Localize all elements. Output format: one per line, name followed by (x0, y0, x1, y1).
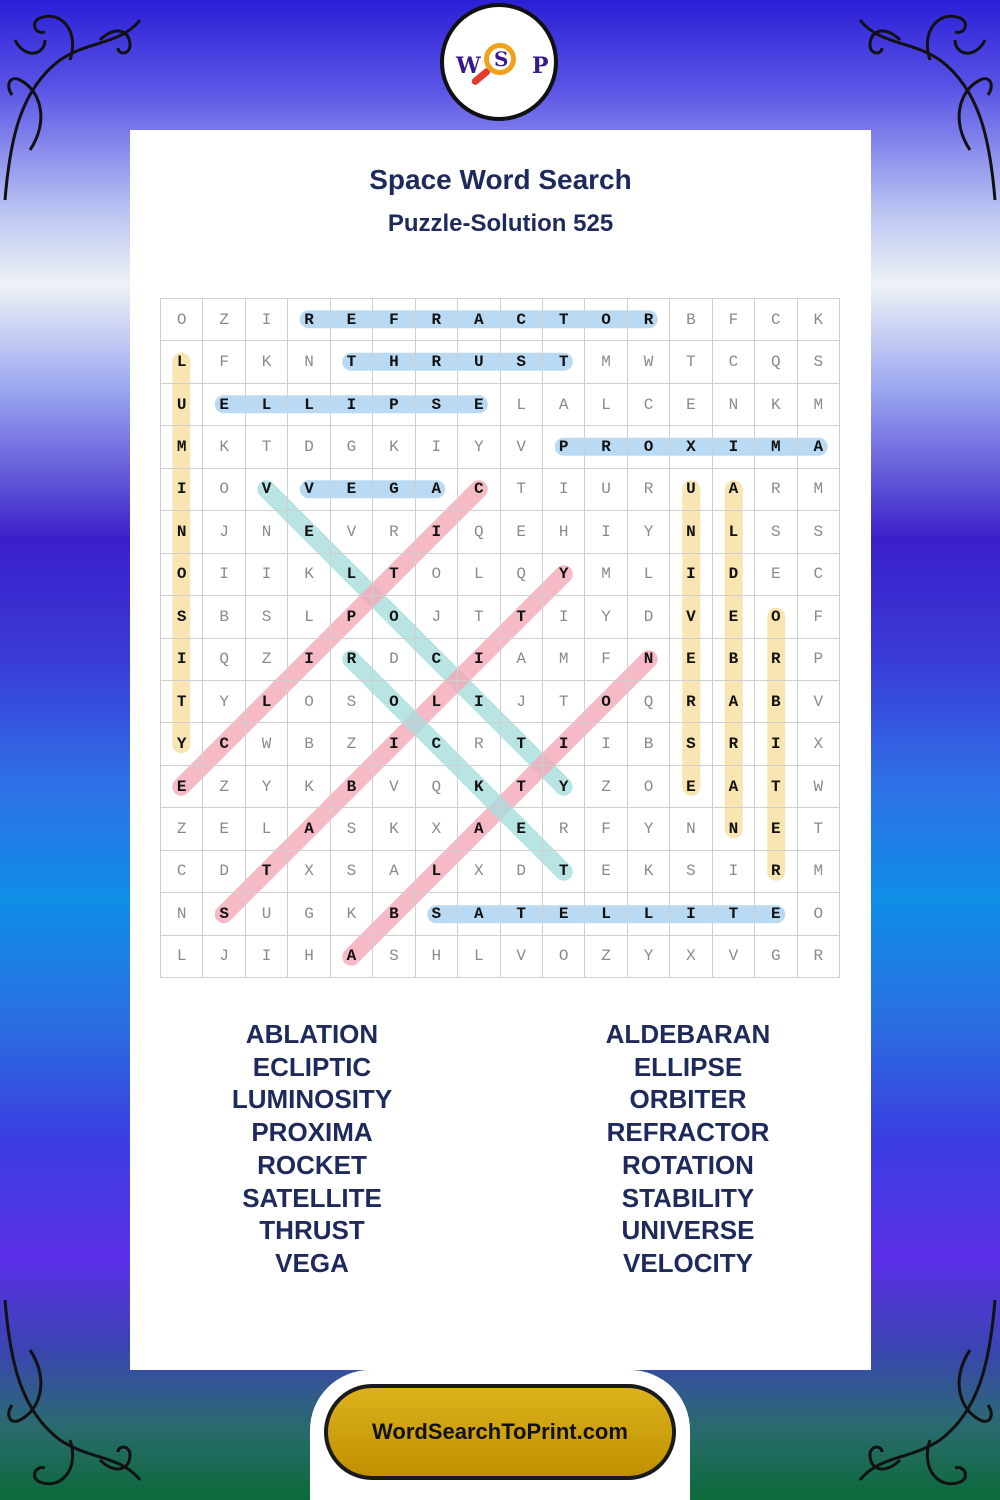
site-name[interactable]: WordSearchToPrint.com (372, 1419, 628, 1444)
word-list-item: ORBITER (629, 1084, 747, 1115)
word-search-grid (160, 298, 840, 978)
grid-cell: D (288, 426, 330, 468)
grid-cell: I (458, 639, 500, 681)
grid-cell: O (161, 554, 203, 596)
grid-cell: V (670, 596, 712, 638)
word-list-item: PROXIMA (251, 1117, 373, 1148)
grid-cell: R (416, 341, 458, 383)
grid-cell: B (203, 596, 245, 638)
grid-cell: E (458, 384, 500, 426)
grid-cell: E (670, 384, 712, 426)
grid-cell: M (755, 426, 797, 468)
grid-cell: R (755, 639, 797, 681)
logo-letter-s: S (494, 47, 509, 71)
grid-cell: X (288, 851, 330, 893)
grid-cell: R (755, 851, 797, 893)
word-list-item: ROTATION (622, 1149, 754, 1180)
grid-cell: X (670, 936, 712, 978)
grid-cell: S (246, 596, 288, 638)
grid-cell: G (288, 893, 330, 935)
grid-cell: A (288, 808, 330, 850)
word-list-right (538, 1018, 838, 1280)
grid-cell: G (373, 469, 415, 511)
grid-cell: L (458, 554, 500, 596)
grid-cell: N (670, 511, 712, 553)
letter-grid (160, 298, 840, 978)
grid-cell: C (798, 554, 840, 596)
grid-cell: T (161, 681, 203, 723)
grid-cell: V (501, 936, 543, 978)
grid-cell: O (416, 554, 458, 596)
ornament-top-left (0, 0, 150, 210)
grid-cell: O (203, 469, 245, 511)
grid-cell: E (755, 554, 797, 596)
grid-cell: B (373, 893, 415, 935)
grid-cell: E (501, 808, 543, 850)
grid-cell: I (543, 723, 585, 765)
grid-cell: O (798, 893, 840, 935)
grid-cell: E (670, 766, 712, 808)
grid-cell: U (670, 469, 712, 511)
grid-cell: P (543, 426, 585, 468)
grid-cell: E (331, 299, 373, 341)
grid-cell: A (713, 469, 755, 511)
grid-cell: J (203, 936, 245, 978)
grid-cell: L (161, 936, 203, 978)
grid-cell: I (670, 893, 712, 935)
word-list-item: ABLATION (245, 1019, 379, 1049)
grid-cell: F (373, 299, 415, 341)
grid-cell: C (458, 469, 500, 511)
grid-cell: O (585, 681, 627, 723)
grid-cell: Q (416, 766, 458, 808)
grid-cell: Q (458, 511, 500, 553)
grid-cell: Y (543, 554, 585, 596)
grid-cell: E (755, 893, 797, 935)
grid-cell: R (755, 469, 797, 511)
grid-cell: C (713, 341, 755, 383)
grid-cell: C (161, 851, 203, 893)
grid-cell: S (331, 851, 373, 893)
grid-cell: F (798, 596, 840, 638)
grid-cell: H (416, 936, 458, 978)
word-list-item: VELOCITY (622, 1247, 753, 1278)
grid-cell: K (755, 384, 797, 426)
grid-cell: V (373, 766, 415, 808)
grid-cell: Z (161, 808, 203, 850)
grid-cell: L (585, 384, 627, 426)
grid-cell: L (416, 851, 458, 893)
grid-cell: T (543, 341, 585, 383)
grid-cell: L (288, 596, 330, 638)
word-list-item: STABILITY (621, 1182, 755, 1213)
grid-cell: V (246, 469, 288, 511)
grid-cell: O (161, 299, 203, 341)
grid-cell: Y (246, 766, 288, 808)
grid-cell: K (628, 851, 670, 893)
grid-cell: L (628, 893, 670, 935)
grid-cell: F (585, 808, 627, 850)
grid-cell: L (501, 384, 543, 426)
grid-cell: B (670, 299, 712, 341)
grid-cell: T (543, 681, 585, 723)
word-list-item: SATELLITE (242, 1182, 382, 1213)
grid-cell: I (246, 554, 288, 596)
grid-cell: D (713, 554, 755, 596)
grid-cell: F (203, 341, 245, 383)
grid-cell: V (501, 426, 543, 468)
grid-cell: E (585, 851, 627, 893)
grid-cell: I (458, 681, 500, 723)
grid-cell: M (798, 469, 840, 511)
grid-cell: Q (755, 341, 797, 383)
grid-cell: L (713, 511, 755, 553)
grid-cell: H (373, 341, 415, 383)
grid-cell: R (713, 723, 755, 765)
grid-cell: L (585, 893, 627, 935)
grid-cell: N (288, 341, 330, 383)
grid-cell: P (798, 639, 840, 681)
grid-cell: C (501, 299, 543, 341)
grid-cell: X (416, 808, 458, 850)
grid-cell: R (798, 936, 840, 978)
grid-cell: E (670, 639, 712, 681)
grid-cell: Y (628, 511, 670, 553)
grid-cell: S (670, 851, 712, 893)
grid-cell: T (798, 808, 840, 850)
grid-cell: O (628, 426, 670, 468)
grid-cell: M (585, 341, 627, 383)
grid-cell: E (331, 469, 373, 511)
grid-cell: I (713, 426, 755, 468)
grid-cell: D (203, 851, 245, 893)
word-list-left (162, 1018, 462, 1280)
grid-cell: R (628, 469, 670, 511)
grid-cell: R (670, 681, 712, 723)
grid-cell: M (161, 426, 203, 468)
grid-cell: N (161, 511, 203, 553)
grid-cell: Z (585, 766, 627, 808)
grid-cell: T (246, 426, 288, 468)
grid-cell: Q (628, 681, 670, 723)
grid-cell: E (501, 511, 543, 553)
grid-cell: O (373, 681, 415, 723)
grid-cell: B (288, 723, 330, 765)
grid-cell: I (755, 723, 797, 765)
grid-cell: G (331, 426, 373, 468)
grid-cell: B (713, 639, 755, 681)
grid-cell: T (755, 766, 797, 808)
grid-cell: A (713, 766, 755, 808)
grid-cell: M (798, 851, 840, 893)
word-list-item: REFRACTOR (606, 1117, 770, 1148)
grid-cell: A (543, 384, 585, 426)
grid-cell: S (203, 893, 245, 935)
grid-cell: I (585, 511, 627, 553)
ornament-bottom-right (850, 1290, 1000, 1500)
page-subtitle: Puzzle-Solution 525 (387, 210, 614, 237)
grid-cell: K (331, 893, 373, 935)
grid-cell: T (501, 596, 543, 638)
word-list-item: ELLIPSE (633, 1051, 743, 1082)
grid-cell: C (755, 299, 797, 341)
grid-cell: V (798, 681, 840, 723)
grid-cell: S (798, 341, 840, 383)
ornament-bottom-left (0, 1290, 150, 1500)
grid-cell: Y (585, 596, 627, 638)
grid-cell: R (416, 299, 458, 341)
grid-cell: S (755, 511, 797, 553)
grid-cell: I (203, 554, 245, 596)
grid-cell: V (288, 469, 330, 511)
grid-cell: C (203, 723, 245, 765)
grid-cell: S (416, 384, 458, 426)
grid-cell: L (288, 384, 330, 426)
grid-cell: S (501, 341, 543, 383)
grid-cell: N (670, 808, 712, 850)
grid-cell: R (288, 299, 330, 341)
grid-cell: O (628, 766, 670, 808)
grid-cell: L (246, 808, 288, 850)
grid-cell: I (161, 639, 203, 681)
grid-cell: F (585, 639, 627, 681)
grid-cell: O (288, 681, 330, 723)
grid-cell: G (755, 936, 797, 978)
grid-cell: T (501, 893, 543, 935)
puzzle-sheet (130, 130, 871, 1370)
word-list-item: VEGA (275, 1247, 349, 1278)
grid-cell: P (331, 596, 373, 638)
grid-cell: T (713, 893, 755, 935)
grid-cell: E (713, 596, 755, 638)
grid-cell: L (458, 936, 500, 978)
grid-cell: U (161, 384, 203, 426)
grid-cell: I (713, 851, 755, 893)
grid-cell: I (246, 936, 288, 978)
grid-cell: V (713, 936, 755, 978)
grid-cell: S (161, 596, 203, 638)
grid-cell: J (416, 596, 458, 638)
grid-cell: I (543, 469, 585, 511)
grid-cell: T (501, 723, 543, 765)
grid-cell: O (373, 596, 415, 638)
grid-cell: T (543, 299, 585, 341)
grid-cell: S (331, 808, 373, 850)
grid-cell: Y (628, 936, 670, 978)
grid-cell: I (331, 384, 373, 426)
grid-cell: R (331, 639, 373, 681)
grid-cell: S (373, 936, 415, 978)
grid-cell: D (373, 639, 415, 681)
grid-cell: K (373, 808, 415, 850)
site-badge[interactable] (324, 1384, 676, 1480)
grid-cell: I (543, 596, 585, 638)
grid-cell: F (713, 299, 755, 341)
grid-cell: A (501, 639, 543, 681)
grid-cell: E (203, 384, 245, 426)
grid-cell: N (161, 893, 203, 935)
grid-cell: H (288, 936, 330, 978)
grid-cell: E (161, 766, 203, 808)
grid-cell: W (246, 723, 288, 765)
grid-cell: Z (203, 766, 245, 808)
grid-cell: M (543, 639, 585, 681)
grid-cell: E (203, 808, 245, 850)
grid-cell: A (458, 893, 500, 935)
grid-cell: A (331, 936, 373, 978)
grid-cell: Y (628, 808, 670, 850)
grid-cell: J (501, 681, 543, 723)
grid-cell: T (501, 469, 543, 511)
grid-cell: Z (203, 299, 245, 341)
grid-cell: X (798, 723, 840, 765)
grid-cell: M (585, 554, 627, 596)
grid-cell: P (373, 384, 415, 426)
grid-cell: C (628, 384, 670, 426)
grid-cell: K (458, 766, 500, 808)
grid-cell: O (755, 596, 797, 638)
grid-cell: I (416, 426, 458, 468)
grid-cell: B (628, 723, 670, 765)
grid-cell: E (543, 893, 585, 935)
grid-cell: I (288, 639, 330, 681)
logo-letter-p: P (532, 53, 549, 79)
grid-cell: I (373, 723, 415, 765)
grid-cell: K (203, 426, 245, 468)
grid-cell: U (458, 341, 500, 383)
grid-cell: Z (331, 723, 373, 765)
grid-cell: T (246, 851, 288, 893)
grid-cell: X (670, 426, 712, 468)
grid-cell: L (628, 554, 670, 596)
grid-cell: R (458, 723, 500, 765)
grid-cell: S (798, 511, 840, 553)
grid-cell: Y (458, 426, 500, 468)
page-title: Space Word Search (369, 164, 632, 195)
grid-cell: Y (543, 766, 585, 808)
word-list-item: LUMINOSITY (231, 1084, 393, 1115)
grid-cell: N (713, 384, 755, 426)
grid-cell: K (288, 766, 330, 808)
word-list-item: ROCKET (257, 1149, 367, 1180)
ornament-top-right (850, 0, 1000, 210)
grid-cell: T (458, 596, 500, 638)
grid-cell: T (501, 766, 543, 808)
grid-cell: R (373, 511, 415, 553)
grid-cell: R (628, 299, 670, 341)
grid-cell: T (331, 341, 373, 383)
grid-cell: T (373, 554, 415, 596)
grid-cell: K (246, 341, 288, 383)
grid-cell: I (161, 469, 203, 511)
grid-cell: Z (585, 936, 627, 978)
word-list-item: ALDEBARAN (605, 1019, 771, 1049)
grid-cell: C (416, 639, 458, 681)
grid-cell: K (288, 554, 330, 596)
grid-cell: T (670, 341, 712, 383)
grid-cell: Y (161, 723, 203, 765)
grid-cell: Z (246, 639, 288, 681)
grid-cell: S (670, 723, 712, 765)
grid-cell: L (416, 681, 458, 723)
grid-cell: B (755, 681, 797, 723)
grid-cell: N (246, 511, 288, 553)
grid-cell: S (416, 893, 458, 935)
grid-cell: A (713, 681, 755, 723)
grid-cell: N (713, 808, 755, 850)
grid-cell: C (416, 723, 458, 765)
grid-cell: A (416, 469, 458, 511)
grid-cell: A (373, 851, 415, 893)
grid-cell: A (458, 299, 500, 341)
grid-cell: E (288, 511, 330, 553)
grid-cell: Q (501, 554, 543, 596)
grid-cell: T (543, 851, 585, 893)
grid-cell: A (458, 808, 500, 850)
word-list-item: UNIVERSE (621, 1215, 755, 1246)
grid-cell: N (628, 639, 670, 681)
grid-cell: Y (203, 681, 245, 723)
grid-cell: M (798, 384, 840, 426)
word-list-item: THRUST (259, 1215, 365, 1246)
grid-cell: V (331, 511, 373, 553)
grid-cell: R (543, 808, 585, 850)
grid-cell: I (416, 511, 458, 553)
grid-cell: I (585, 723, 627, 765)
grid-cell: X (458, 851, 500, 893)
grid-cell: L (331, 554, 373, 596)
grid-cell: D (501, 851, 543, 893)
grid-cell: S (331, 681, 373, 723)
grid-cell: B (331, 766, 373, 808)
grid-cell: I (670, 554, 712, 596)
grid-cell: W (798, 766, 840, 808)
grid-cell: H (543, 511, 585, 553)
grid-cell: W (628, 341, 670, 383)
grid-cell: I (246, 299, 288, 341)
grid-cell: J (203, 511, 245, 553)
grid-cell: R (585, 426, 627, 468)
grid-cell: E (755, 808, 797, 850)
grid-cell: L (161, 341, 203, 383)
grid-cell: O (585, 299, 627, 341)
grid-cell: D (628, 596, 670, 638)
grid-cell: L (246, 384, 288, 426)
grid-cell: L (246, 681, 288, 723)
grid-cell: Q (203, 639, 245, 681)
grid-cell: O (543, 936, 585, 978)
grid-cell: K (798, 299, 840, 341)
wsp-logo (440, 3, 558, 121)
logo-letter-w: W (456, 53, 481, 79)
grid-cell: A (798, 426, 840, 468)
grid-cell: U (246, 893, 288, 935)
grid-cell: U (585, 469, 627, 511)
word-list-item: ECLIPTIC (252, 1051, 372, 1082)
grid-cell: K (373, 426, 415, 468)
